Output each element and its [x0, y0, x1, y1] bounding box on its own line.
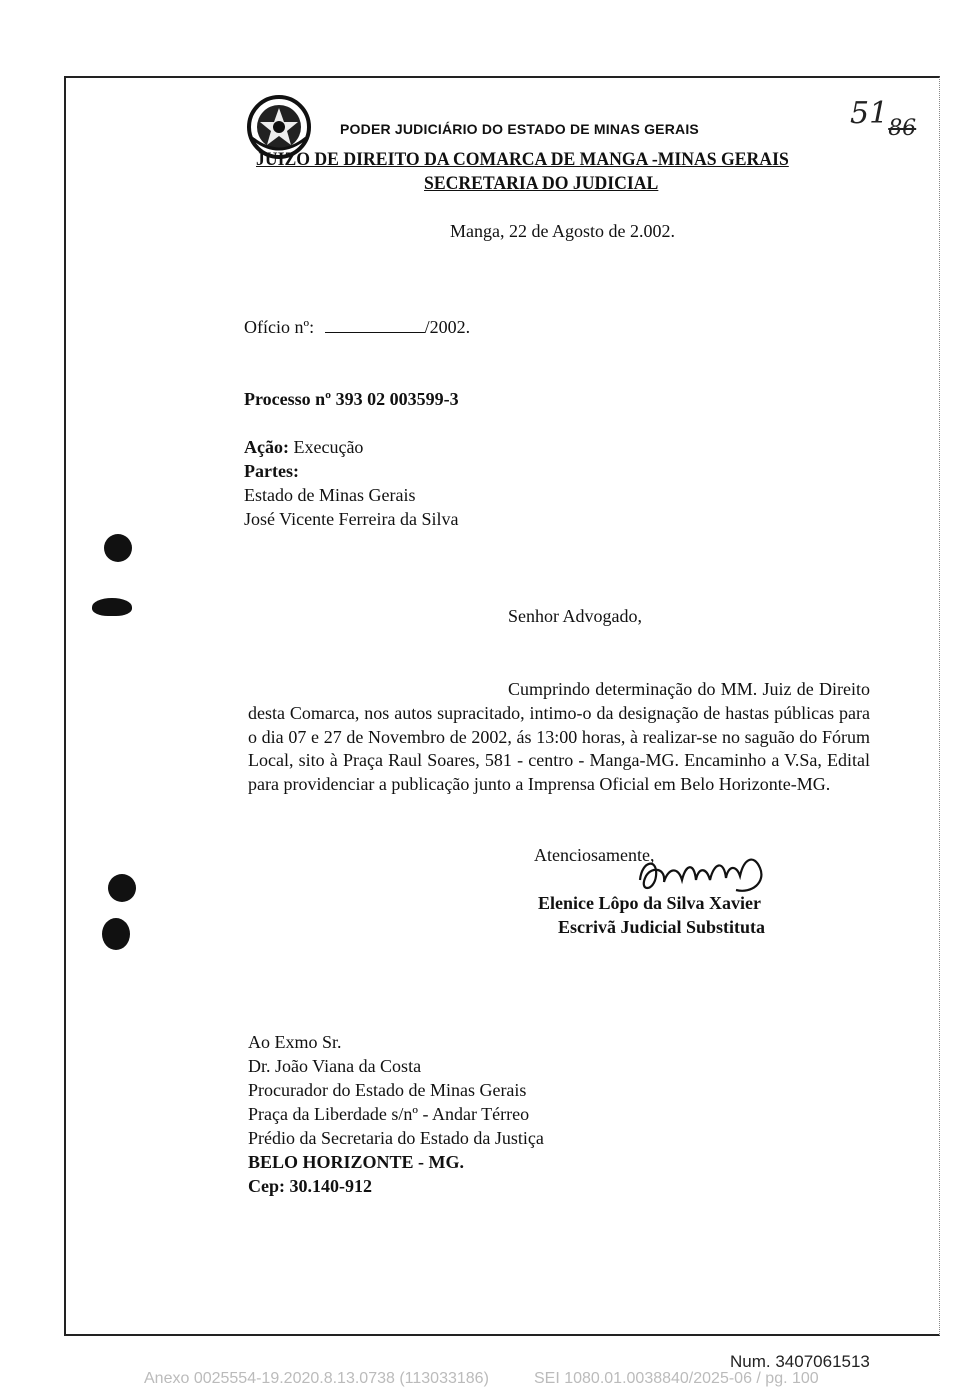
body-text: Cumprindo determinação do MM. Juiz de Direito desta Comarca, nos autos supracitado, intimo-o da designação de hastas públicas para o dia 07 e 27 de Novembro de 2002, ás 13:00 horas, à realizar-se no saguão do Fórum Local, sito à Praça Raul Soares, 581 - centro - Manga-MG. Encaminho a V.Sa, Edital para providenciar a publicação junto a Imprensa Oficial em Belo Horizonte-MG.: [248, 679, 870, 795]
court-title: JUIZO DE DIREITO DA COMARCA DE MANGA -MINAS GERAIS: [256, 149, 789, 170]
oficio-line: [244, 317, 470, 338]
signer-name: Elenice Lôpo da Silva Xavier: [538, 893, 762, 913]
date-line: Manga, 22 de Agosto de 2.002.: [450, 221, 675, 241]
punch-hole: [102, 918, 130, 950]
handwritten-page-number: [850, 96, 917, 141]
body-paragraph: [248, 678, 870, 797]
closing: Atenciosamente,: [534, 845, 655, 865]
party-item: José Vicente Ferreira da Silva: [244, 509, 459, 529]
party-item: Estado de Minas Gerais: [244, 485, 416, 505]
oficio-year: /2002.: [424, 317, 471, 337]
signer-title: Escrivã Judicial Substituta: [558, 917, 766, 937]
page-number-1: 51: [850, 96, 889, 131]
addressee-cep: Cep: 30.140-912: [248, 1176, 372, 1196]
addressee-line: Prédio da Secretaria do Estado da Justiça: [248, 1128, 544, 1148]
acao-line: [244, 437, 363, 458]
page-number-2: 86: [888, 116, 917, 141]
processo-number: Processo nº 393 02 003599-3: [244, 389, 459, 409]
court-name: PODER JUDICIÁRIO DO ESTADO DE MINAS GERAIS: [340, 121, 699, 137]
addressee-line: Procurador do Estado de Minas Gerais: [248, 1080, 527, 1100]
addressee-city: BELO HORIZONTE - MG.: [248, 1152, 465, 1172]
partes-label: Partes:: [244, 461, 299, 481]
acao-label: Ação:: [244, 437, 289, 457]
salutation: Senhor Advogado,: [508, 606, 642, 626]
secretariat-title: SECRETARIA DO JUDICIAL: [424, 173, 659, 194]
punch-hole: [104, 534, 132, 562]
addressee-line: Ao Exmo Sr.: [248, 1032, 342, 1052]
punch-hole: [108, 874, 136, 902]
document-number: Num. 3407061513: [730, 1352, 870, 1371]
annex-reference: Anexo 0025554-19.2020.8.13.0738 (113033186): [144, 1370, 489, 1387]
punch-hole: [92, 598, 132, 616]
sei-reference: SEI 1080.01.0038840/2025-06 / pg. 100: [534, 1370, 819, 1387]
oficio-blank: [325, 332, 425, 333]
acao-value: Execução: [293, 437, 364, 457]
addressee-line: Praça da Liberdade s/nº - Andar Térreo: [248, 1104, 530, 1124]
addressee-line: Dr. João Viana da Costa: [248, 1056, 422, 1076]
oficio-label: Ofício nº:: [244, 317, 315, 337]
